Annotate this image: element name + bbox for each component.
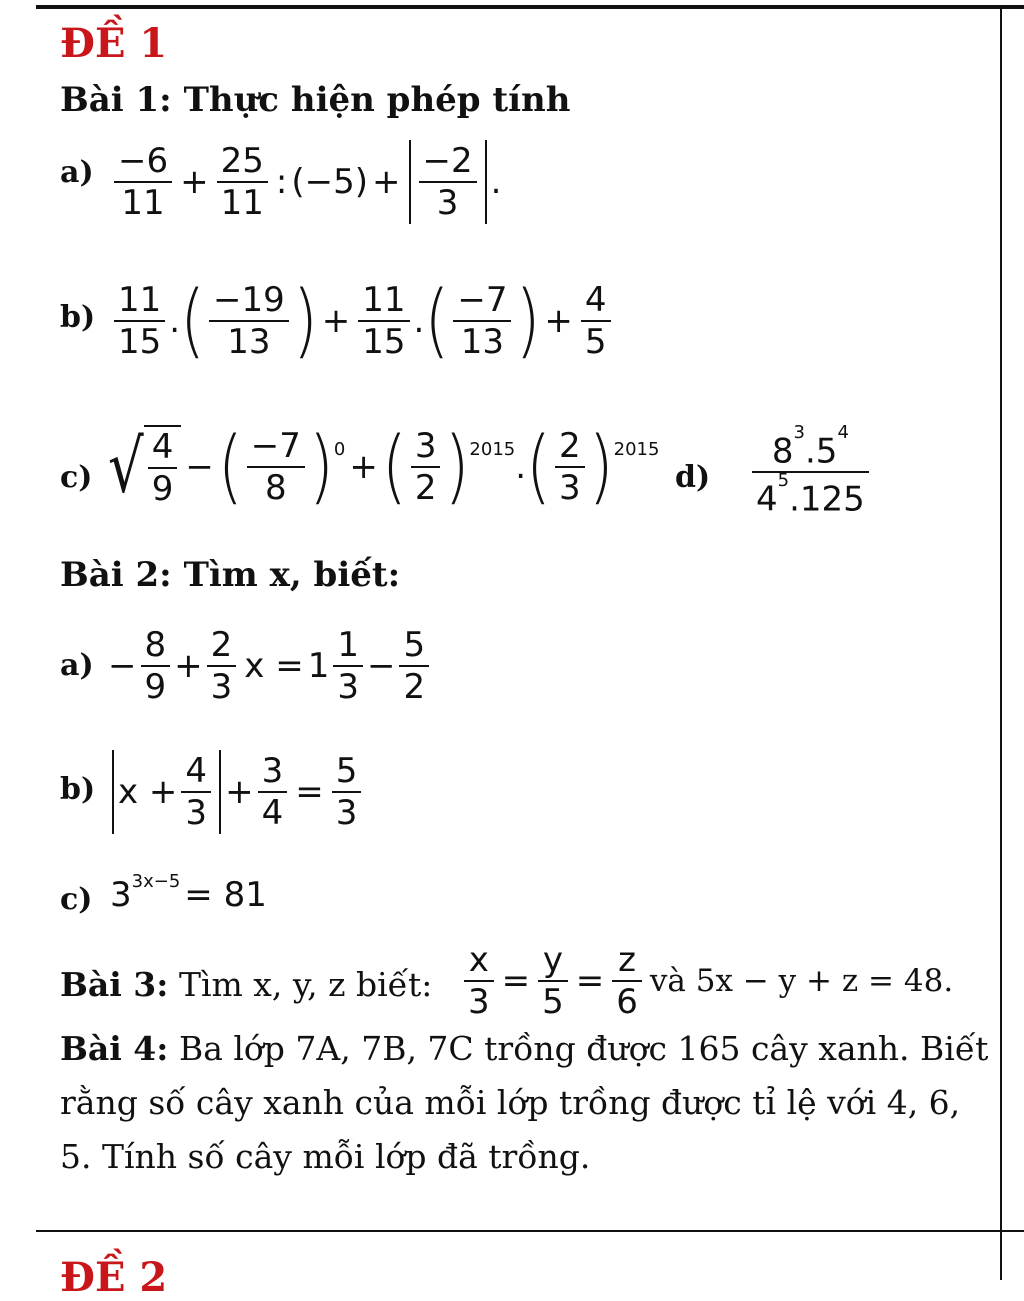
den: 9: [151, 469, 174, 509]
b4-text: Ba lớp 7A, 7B, 7C trồng được 165 cây xanh. Biết rằng số cây xanh của mỗi lớp trồng được tỉ lệ với 4, 6, 5. Tính số cây mỗi lớp đã trồng.: [60, 1029, 989, 1176]
den: 2: [403, 667, 426, 707]
num: 4: [584, 280, 607, 320]
den: 3: [468, 982, 490, 1022]
exp: 2015: [469, 438, 516, 460]
den: 11: [121, 183, 165, 223]
den: 2: [414, 468, 437, 508]
b2-a-label: a): [60, 648, 94, 683]
num: 5: [403, 625, 426, 665]
num: 4: [151, 427, 174, 467]
exp: 3x−5: [131, 870, 181, 892]
num-base: .5: [804, 431, 838, 472]
b2-a-expression: − $\frac{8}{9}$ + $\frac{2}{3}$ x = 1 $\frac{1}{3}$ − $\frac{5}{2}$: [108, 625, 433, 707]
next-title-partial: ĐỀ 2: [60, 1254, 168, 1301]
num: 8: [144, 625, 167, 665]
b2-b-label: b): [60, 772, 96, 807]
b3-expression: $\frac{x}{3}$ = $\frac{y}{5}$ = $\frac{z}{6}$ và 5x − y + z = 48.: [460, 940, 957, 1022]
den: 15: [362, 322, 406, 362]
num: −6: [118, 141, 169, 181]
num: 11: [362, 280, 406, 320]
b1-d-label: d): [675, 460, 711, 495]
den: 9: [144, 667, 167, 707]
b1-d-expression: [748, 422, 873, 520]
den: 8: [265, 468, 287, 508]
den: 13: [460, 322, 505, 362]
b1-b-label: b): [60, 300, 96, 335]
column-divider: [1000, 7, 1002, 1280]
num: −19: [213, 280, 285, 320]
den-base: 4: [756, 479, 778, 520]
den: 13: [227, 322, 271, 362]
den: 3: [210, 667, 233, 707]
rhs: = 81: [184, 875, 267, 915]
num: 4: [185, 751, 208, 791]
num-base: 8: [771, 431, 794, 472]
b3-line: [60, 965, 432, 1004]
num: 11: [118, 280, 162, 320]
exp: 2015: [613, 438, 660, 460]
den: 3: [559, 468, 581, 508]
den: 3: [185, 793, 208, 833]
b1-a-expression: $\frac{-6}{11}$ + $\frac{25}{11}$ : (−5) + $\frac{-2}{3}$ .: [110, 140, 501, 224]
num: −2: [422, 141, 473, 181]
b1-b-expression: $\frac{11}{15}$ . ( $\frac{-19}{13}$ ) + $\frac{11}{15}$ . ( $\frac{-7}{13}$ ) + $\frac{4}{5}$: [110, 280, 615, 362]
num: 5: [335, 751, 358, 791]
divisor: (−5): [291, 162, 369, 202]
den: 4: [261, 793, 284, 833]
b1-c-label: c): [60, 460, 93, 495]
exp: 4: [837, 422, 849, 443]
den: 5: [584, 322, 607, 362]
b2-c-label: c): [60, 882, 93, 917]
page-title: ĐỀ 1: [60, 20, 168, 67]
num: y: [542, 940, 564, 980]
base: 3: [110, 875, 132, 915]
num: 1: [337, 625, 359, 665]
top-rule: [36, 5, 1024, 9]
b2-c-expression: [110, 870, 271, 915]
num: 25: [220, 141, 264, 181]
den: 15: [118, 322, 162, 362]
b1-a-label: a): [60, 155, 94, 190]
den: 3: [335, 793, 358, 833]
num: −7: [457, 280, 508, 320]
den: 11: [220, 183, 264, 223]
den: 5: [542, 982, 564, 1022]
exp: 5: [777, 470, 790, 492]
num: 3: [414, 426, 437, 466]
num: 2: [559, 426, 581, 466]
exp: 3: [793, 422, 805, 443]
b3-text: Tìm x, y, z biết:: [168, 965, 433, 1004]
b3-condition: và 5x − y + z = 48.: [649, 963, 954, 999]
num: x: [468, 940, 489, 980]
b2-b-expression: x + $\frac{4}{3}$ + $\frac{3}{4}$ = $\frac{5}{3}$: [108, 750, 365, 834]
b4-label: Bài 4:: [60, 1029, 169, 1068]
whole: 1: [307, 646, 330, 686]
exp: 0: [333, 438, 346, 460]
den: 6: [616, 982, 638, 1022]
b3-label: Bài 3:: [60, 965, 169, 1004]
den-base: .125: [789, 479, 865, 520]
num: −7: [250, 426, 301, 466]
num: 3: [261, 751, 284, 791]
den: 3: [436, 183, 459, 223]
b4-paragraph: [60, 1022, 990, 1184]
num: z: [618, 940, 637, 980]
num: 2: [210, 625, 233, 665]
b2-heading: Bài 2: Tìm x, biết:: [60, 555, 401, 595]
den: 3: [337, 667, 359, 707]
b1-c-expression: √ $\frac{4}{9}$ − ( $\frac{-7}{8}$ ) $^0$ + ( $\frac{3}{2}$ ) $^{2015}$ . ( $\frac{2}{3}$ ) $^{2015}$: [108, 420, 660, 514]
bottom-rule: [36, 1230, 1024, 1232]
b1-heading: Bài 1: Thực hiện phép tính: [60, 80, 571, 120]
